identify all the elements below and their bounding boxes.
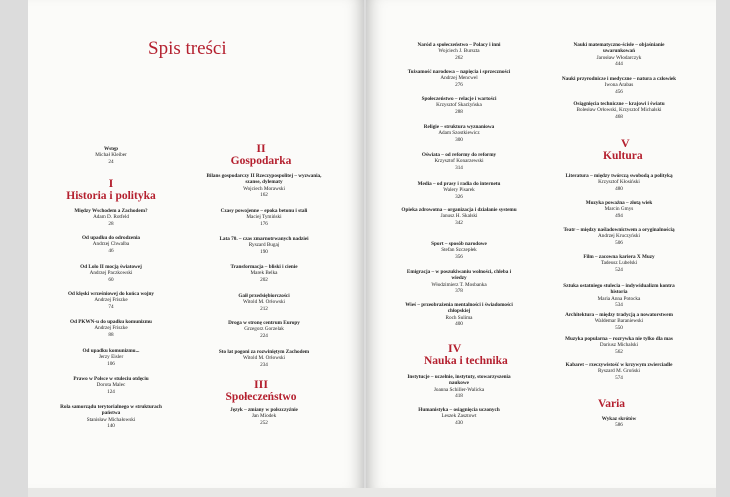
section-number: IV bbox=[448, 341, 462, 355]
entry-author: Jan Miodek bbox=[251, 413, 277, 420]
entry-author: Witold M. Orłowski bbox=[242, 299, 285, 306]
page-edge bbox=[28, 488, 716, 497]
toc-entry[interactable] bbox=[52, 348, 170, 367]
entry-page: 444 bbox=[615, 61, 623, 68]
entry-author: Marcin Gmys bbox=[604, 206, 634, 213]
entry-page: 468 bbox=[615, 113, 623, 120]
entry-author: Adam Szostkiewicz bbox=[438, 130, 480, 137]
toc-entry[interactable] bbox=[52, 208, 170, 227]
toc-entry[interactable] bbox=[400, 124, 518, 143]
entry-title: Język – zmiany w polszczyźnie bbox=[230, 407, 298, 413]
entry-title: Wstęp bbox=[103, 146, 119, 152]
toc-entry[interactable] bbox=[205, 208, 323, 227]
section-heading-4 bbox=[424, 342, 554, 368]
entry-page: 342 bbox=[455, 219, 463, 226]
toc-entry[interactable] bbox=[400, 152, 518, 171]
entry-page: 46 bbox=[108, 247, 114, 254]
entry-title: Wykaz skrótów bbox=[601, 416, 637, 422]
entry-title: Od PKWN-u do upadku komunizmu bbox=[70, 319, 152, 325]
toc-entry[interactable] bbox=[560, 312, 678, 331]
entry-page: 234 bbox=[260, 361, 268, 368]
toc-entry[interactable] bbox=[560, 76, 678, 95]
entry-author: Marek Belka bbox=[250, 270, 278, 277]
entry-title: Film – zacowna kariera X Muzy bbox=[583, 254, 655, 260]
toc-entry[interactable] bbox=[400, 374, 518, 400]
toc-entry[interactable] bbox=[560, 254, 678, 273]
entry-title: Prawo w Polsce w stuleciu otdęciu bbox=[73, 376, 149, 382]
entry-author: Waldemar Baraniewski bbox=[594, 318, 644, 325]
entry-page: 524 bbox=[615, 266, 623, 273]
entry-author: Krzysztof Skarżyńska bbox=[436, 102, 482, 109]
entry-title: Wieś – przeobrażenia mentalności i świadomości chłopskiej bbox=[405, 302, 513, 315]
toc-entry[interactable] bbox=[400, 302, 518, 328]
toc-entry[interactable] bbox=[205, 264, 323, 283]
entry-title: Społeczeństwo – relacje i wartości bbox=[421, 96, 497, 102]
entry-author: Witold M. Orłowski bbox=[242, 355, 285, 362]
toc-entry-intro[interactable] bbox=[52, 146, 170, 165]
entry-title: Religie – struktura wyznaniowa bbox=[423, 124, 495, 130]
toc-entry[interactable] bbox=[560, 227, 678, 246]
entry-title: Rola samorządu terytorialnego w strukturach państwa bbox=[60, 404, 162, 417]
entry-page: 418 bbox=[455, 393, 463, 400]
entry-page: 262 bbox=[455, 54, 463, 61]
entry-title: Naród a społeczeństwo – Polacy i inni bbox=[417, 42, 501, 48]
entry-page: 430 bbox=[455, 419, 463, 426]
entry-title: Oświata – od reformy do reformy bbox=[421, 152, 497, 158]
entry-title: Muzyka poważna – złotą wiek bbox=[585, 200, 653, 206]
entry-page: 400 bbox=[455, 321, 463, 328]
entry-author: Adam D. Rotfeld bbox=[93, 214, 129, 221]
toc-entry[interactable] bbox=[560, 101, 678, 120]
entry-page: 288 bbox=[455, 108, 463, 115]
entry-page: 456 bbox=[615, 88, 623, 95]
entry-author: Iwona Arabas bbox=[604, 82, 634, 89]
entry-page: 550 bbox=[615, 324, 623, 331]
toc-entry[interactable] bbox=[400, 42, 518, 61]
toc-entry[interactable] bbox=[52, 376, 170, 395]
section-name: Varia bbox=[598, 398, 626, 410]
entry-page: 124 bbox=[107, 388, 115, 395]
section-heading-2 bbox=[196, 142, 326, 168]
entry-author: Stanisław Michałowski bbox=[86, 416, 136, 423]
section-name: Nauka i technika bbox=[424, 355, 508, 367]
entry-title: Gaił przedsiębiorczości bbox=[238, 293, 290, 299]
entry-author: Krzysztof Konarzewski bbox=[434, 158, 484, 165]
entry-page: 586 bbox=[615, 422, 623, 429]
entry-title: Od upadku komunizmu... bbox=[82, 348, 140, 354]
entry-author: Krzysztof Kłosiński bbox=[598, 179, 640, 186]
toc-entry[interactable] bbox=[400, 269, 518, 295]
entry-title: Sztuka ostatniego stulecia – indywidualizm kontra historia bbox=[563, 283, 675, 296]
entry-title: Lata 70. – czas zmarnotrwanych nadziei bbox=[219, 236, 309, 242]
entry-title: Od upadku do odrodzenia bbox=[82, 235, 140, 241]
entry-author: Stefan Szczepłek bbox=[441, 247, 477, 254]
entry-author: Michał Kleiber bbox=[95, 152, 127, 159]
entry-page: 534 bbox=[615, 302, 623, 309]
entry-page: 212 bbox=[260, 305, 268, 312]
entry-title: Instytucje – uczelnie, instytuty, stowarzyszenia naukowe bbox=[407, 374, 511, 387]
entry-page: 326 bbox=[455, 193, 463, 200]
entry-title: Muzyka popularna – rozrywka nie tylko dla mas bbox=[565, 336, 673, 342]
entry-page: 24 bbox=[108, 158, 114, 165]
entry-page: 494 bbox=[615, 212, 623, 219]
entry-title: Droga w stronę centrum Europy bbox=[228, 320, 300, 326]
entry-title: Między Wschodem a Zachodem? bbox=[74, 208, 148, 214]
section-number: II bbox=[256, 141, 266, 155]
entry-title: Kabaret – rzeczywistość w krzywym zwierciadle bbox=[565, 362, 673, 368]
entry-author: Dorota Malec bbox=[96, 382, 126, 389]
toc-entry[interactable] bbox=[52, 235, 170, 254]
toc-entry[interactable] bbox=[560, 362, 678, 381]
section-number: III bbox=[253, 377, 268, 391]
entry-title: Architektura – między tradycją a nowatorstwem bbox=[565, 312, 673, 318]
entry-title: Teatr – między naśladownictwem a oryginalnością bbox=[563, 227, 675, 233]
entry-author: Andrzej Kruczyński bbox=[598, 233, 640, 240]
entry-author: Andrzej Friszke bbox=[94, 297, 128, 304]
entry-page: 60 bbox=[108, 276, 114, 283]
entry-author: Janusz H. Skalski bbox=[440, 213, 478, 220]
entry-author: Walery Pisarek bbox=[443, 187, 475, 194]
entry-author: Tadeusz Lubelski bbox=[600, 260, 638, 267]
entry-author: Ryszard Bugaj bbox=[248, 242, 280, 249]
section-name: Kultura bbox=[603, 150, 643, 162]
entry-author: Andrzej Friszke bbox=[94, 325, 128, 332]
entry-title: Transformacja – bliski i cienie bbox=[230, 264, 298, 270]
entry-author: Andrzej Paczkowski bbox=[89, 270, 133, 277]
entry-title: Sto lat pogoni za rozwiniętym Zachodem bbox=[218, 349, 310, 355]
entry-page: 300 bbox=[455, 136, 463, 143]
entry-title: Od klęski wrześniowej do końca wojny bbox=[67, 291, 155, 297]
entry-page: 506 bbox=[615, 239, 623, 246]
entry-title: Opieka zdrowotna – organizacja i działanie systemu bbox=[401, 207, 517, 213]
entry-title: Osiągnięcia techniczne – krajowi i światu bbox=[573, 101, 665, 107]
toc-entry[interactable] bbox=[400, 407, 518, 426]
entry-author: Maciej Tymiński bbox=[246, 214, 282, 221]
entry-page: 480 bbox=[615, 185, 623, 192]
entry-title: Sport – sposób narodowe bbox=[431, 241, 487, 247]
toc-entry[interactable] bbox=[560, 283, 678, 309]
toc-entry[interactable] bbox=[400, 181, 518, 200]
toc-entry[interactable] bbox=[560, 416, 678, 429]
section-heading-varia bbox=[598, 398, 728, 411]
entry-author: Dariusz Michalski bbox=[599, 342, 639, 349]
entry-title: Media – od prasy i radia do internetu bbox=[417, 181, 501, 187]
toc-entry[interactable] bbox=[205, 349, 323, 368]
entry-author: Włodzimierz T. Mosbanka bbox=[431, 281, 487, 288]
section-heading-3 bbox=[196, 378, 326, 404]
entry-page: 202 bbox=[260, 276, 268, 283]
section-name: Historia i polityka bbox=[66, 190, 156, 202]
toc-entry[interactable] bbox=[560, 173, 678, 192]
toc-entry[interactable] bbox=[560, 200, 678, 219]
entry-title: Emigracja – w poszukiwaniu wolności, chleba i wiedzy bbox=[406, 269, 512, 282]
entry-title: Nauki matematyczno-ścisłe – objaśnianie uwarunkowań bbox=[573, 42, 665, 55]
entry-author: Ryszard M. Groński bbox=[597, 368, 640, 375]
toc-entry[interactable] bbox=[560, 336, 678, 355]
entry-page: 276 bbox=[455, 81, 463, 88]
entry-author: Joanna Schiller-Walicka bbox=[433, 386, 485, 393]
entry-author: Wojciech J. Burszta bbox=[438, 48, 480, 55]
toc-entry[interactable] bbox=[52, 319, 170, 338]
entry-author: Leszek Zasztowt bbox=[441, 413, 477, 420]
entry-author: Grzegorz Gorzelak bbox=[244, 326, 284, 333]
entry-title: Nauki przyrodnicze i medyczne – natura a człowiek bbox=[561, 76, 677, 82]
entry-page: 162 bbox=[260, 192, 268, 199]
toc-entry[interactable] bbox=[52, 291, 170, 310]
entry-page: 28 bbox=[108, 220, 114, 227]
section-number: I bbox=[108, 176, 114, 190]
section-name: Społeczeństwo bbox=[225, 391, 297, 403]
entry-page: 190 bbox=[260, 248, 268, 255]
entry-title: Od Lolo II mocją światowej bbox=[80, 264, 142, 270]
entry-page: 356 bbox=[455, 253, 463, 260]
toc-entry[interactable] bbox=[400, 241, 518, 260]
entry-author: Andrzej Chwalba bbox=[92, 241, 130, 248]
entry-author: Jarosław Włodarczyk bbox=[596, 54, 642, 61]
entry-page: 574 bbox=[615, 374, 623, 381]
toc-entry[interactable] bbox=[205, 320, 323, 339]
entry-page: 314 bbox=[455, 164, 463, 171]
toc-entry[interactable] bbox=[560, 42, 678, 68]
entry-page: 88 bbox=[108, 331, 114, 338]
entry-page: 378 bbox=[455, 288, 463, 295]
entry-author: Bolesław Orłowski, Krzysztof Michalski bbox=[576, 107, 662, 114]
entry-page: 140 bbox=[107, 423, 115, 430]
entry-title: Literatura – między twórczą swobodą a polityką bbox=[565, 173, 673, 179]
entry-page: 176 bbox=[260, 220, 268, 227]
entry-author: Andrzej Mencwel bbox=[440, 75, 478, 82]
toc-entry[interactable] bbox=[205, 407, 323, 426]
section-name: Gospodarka bbox=[230, 155, 292, 167]
toc-entry[interactable] bbox=[52, 264, 170, 283]
toc-entry[interactable] bbox=[400, 69, 518, 88]
entry-author: Wojciech Morawski bbox=[243, 185, 285, 192]
toc-entry[interactable] bbox=[205, 236, 323, 255]
entry-author: Jerzy Eisler bbox=[98, 354, 124, 361]
entry-author: Maria Anna Potocka bbox=[597, 295, 641, 302]
toc-entry[interactable] bbox=[205, 173, 323, 199]
toc-entry[interactable] bbox=[400, 96, 518, 115]
page-title: Spis treści bbox=[148, 38, 227, 59]
entry-title: Humanistyka – osiągnięcia uczonych bbox=[418, 407, 500, 413]
entry-page: 74 bbox=[108, 303, 114, 310]
entry-page: 224 bbox=[260, 332, 268, 339]
entry-page: 252 bbox=[260, 419, 268, 426]
toc-entry[interactable] bbox=[52, 404, 170, 430]
entry-title: Tożsamość narodowa – napięcia i sprzeczności bbox=[407, 69, 511, 75]
section-number: V bbox=[621, 136, 630, 150]
section-heading-5 bbox=[603, 137, 730, 163]
section-heading-1 bbox=[46, 177, 176, 203]
entry-page: 106 bbox=[107, 360, 115, 367]
entry-author: Roch Sulima bbox=[445, 314, 473, 321]
entry-page: 562 bbox=[615, 348, 623, 355]
entry-title: Bilans gospodarczy II Rzeczypospolitej – wyzwania, szanse, dylematy bbox=[206, 173, 322, 186]
toc-entry[interactable] bbox=[205, 293, 323, 312]
entry-title: Czasy powojenne – epoka betonu i stali bbox=[220, 208, 308, 214]
toc-entry[interactable] bbox=[400, 207, 518, 226]
